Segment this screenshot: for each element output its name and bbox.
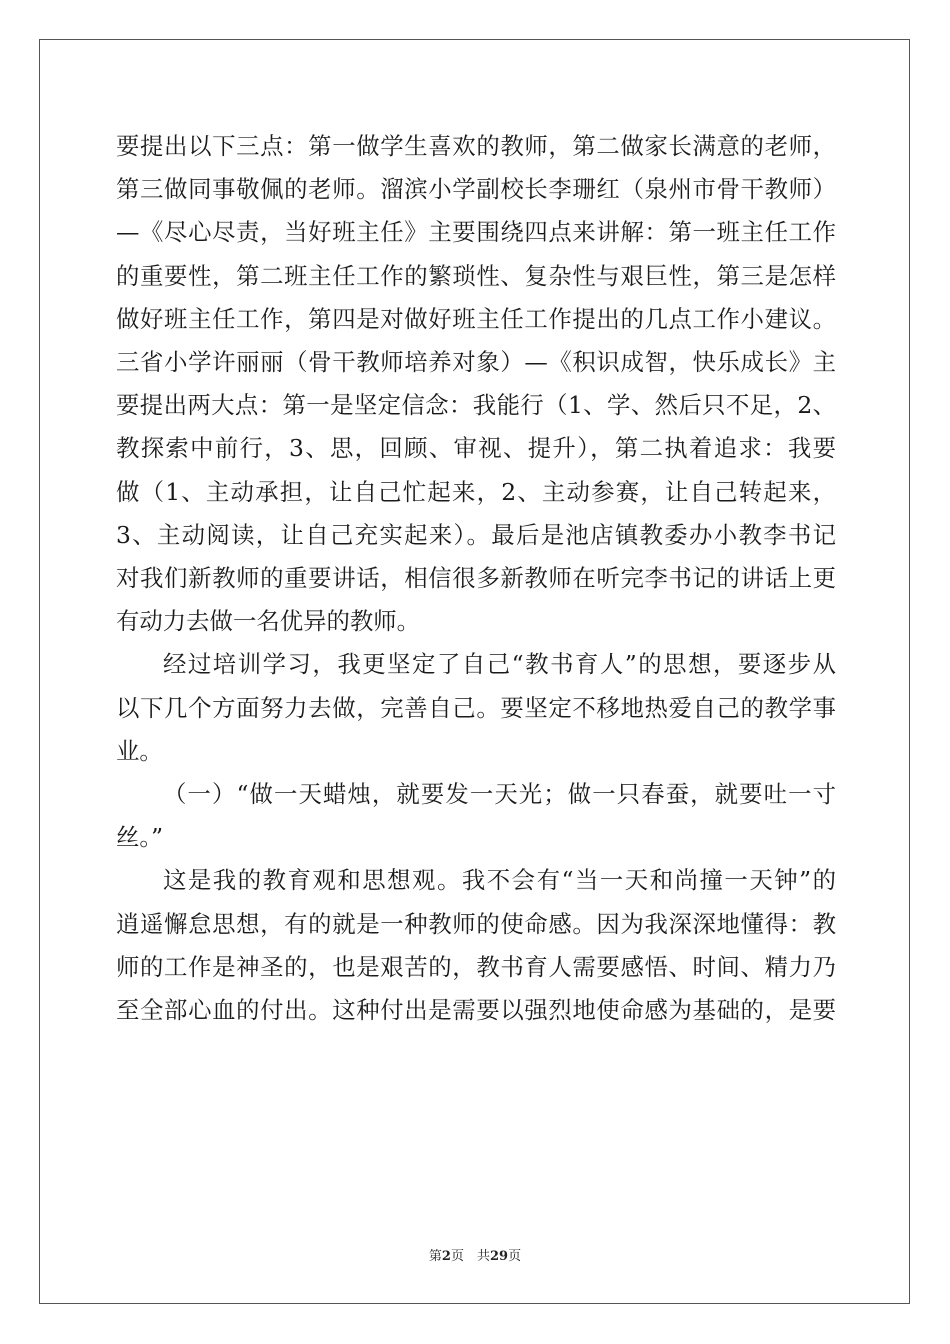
text-line: 的重要性，第二班主任工作的繁琐性、复杂性与艰巨性，第三是怎样: [116, 261, 836, 290]
text-line: 有动力去做一名优异的教师。: [116, 607, 421, 636]
text-line: 丝。”: [116, 823, 164, 852]
current-page-number: 2: [441, 1249, 451, 1264]
text-line: —《尽心尽责，当好班主任》主要围绕四点来讲解：第一班主任工作: [116, 218, 836, 247]
text-line: 三省小学许丽丽（骨干教师培养对象）—《积识成智，快乐成长》主: [116, 348, 836, 376]
paragraph-first-line: 经过培训学习，我更坚定了自己“教书育人”的思想，要逐步从: [163, 650, 836, 679]
footer-mid: 页 共: [450, 1249, 490, 1264]
paragraph-first-line: 这是我的教育观和思想观。我不会有“当一天和尚撞一天钟”的: [163, 866, 836, 895]
text-line: 以下几个方面努力去做，完善自己。要坚定不移地热爱自己的教学事: [116, 693, 836, 722]
text-line: 业。: [116, 736, 163, 765]
text-line: 做好班主任工作，第四是对做好班主任工作提出的几点工作小建议。: [116, 304, 836, 333]
text-line: 3、主动阅读，让自己充实起来）。最后是池店镇教委办小教李书记: [116, 520, 836, 549]
paragraph-first-line: （一）“做一天蜡烛，就要发一天光；做一只春蚕，就要吐一寸: [163, 780, 836, 808]
text-line: 对我们新教师的重要讲话，相信很多新教师在听完李书记的讲话上更: [116, 564, 836, 592]
text-line: 逍遥懈怠思想，有的就是一种教师的使命感。因为我深深地懂得：教: [116, 909, 836, 938]
text-line: 师的工作是神圣的，也是艰苦的，教书育人需要感悟、时间、精力乃: [116, 952, 836, 981]
text-line: 做（1、主动承担，让自己忙起来，2、主动参赛，让自己转起来，: [116, 477, 836, 506]
footer-suffix: 页: [508, 1249, 522, 1264]
total-page-count: 29: [489, 1249, 509, 1264]
text-line: 第三做同事敬佩的老师。溜滨小学副校长李珊红（泉州市骨干教师）: [116, 175, 836, 204]
text-line: 要提出以下三点：第一做学生喜欢的教师，第二做家长满意的老师，: [116, 132, 836, 160]
text-line: 至全部心血的付出。这种付出是需要以强烈地使命感为基础的，是要: [116, 996, 836, 1024]
page-footer: [0, 1245, 950, 1264]
text-line: 要提出两大点：第一是坚定信念：我能行（1、学、然后只不足，2、: [116, 391, 836, 420]
footer-prefix: 第: [428, 1249, 442, 1264]
text-line: 教探索中前行，3、思，回顾、审视、提升），第二执着追求：我要: [116, 434, 836, 463]
